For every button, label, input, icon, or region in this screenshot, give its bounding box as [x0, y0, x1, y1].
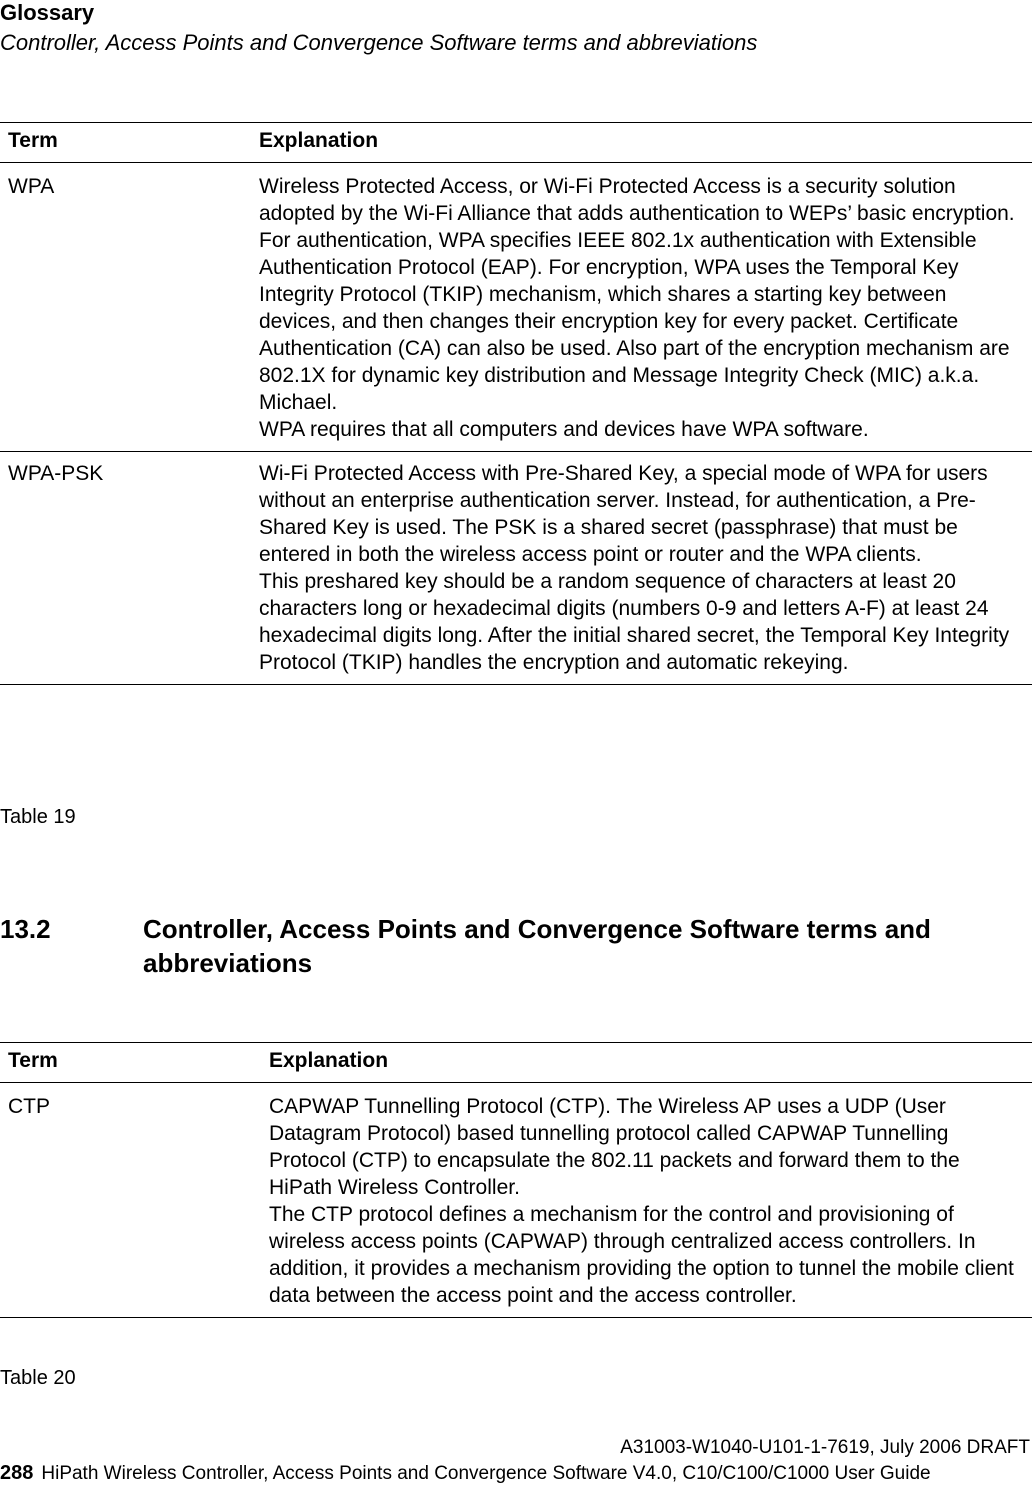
footer-guide-title: HiPath Wireless Controller, Access Points and Convergence Software V4.0, C10/C100/C1000 User Guide: [41, 1463, 931, 1484]
explanation-paragraph: Wireless Protected Access, or Wi-Fi Protected Access is a security solution adopted by the Wi-Fi Alliance that adds authentication to WEPs’ basic encryption. For authentication, WPA specifies IEEE 802.1x authentication with Extensible Authentication Protocol (EAP). For encryption, WPA uses the Temporal Key Integrity Protocol (TKIP) mechanism, which shares a starting key between devices, and then changes their encryption key for every packet. Certificate Authentication (CA) can also be used. Also part of the encryption mechanism are 802.1X for dynamic key distribution and Message Integrity Check (MIC) a.k.a. Michael.: [259, 175, 1015, 414]
page-header-title: Glossary: [0, 0, 95, 25]
table-header-row: [0, 122, 1032, 163]
table-header-row: [0, 1042, 1032, 1083]
column-header-explanation: Explanation: [259, 129, 379, 152]
glossary-table-20: [0, 1042, 1032, 1318]
table-row: [0, 1083, 1032, 1318]
explanation-paragraph: This preshared key should be a random sequence of characters at least 20 characters long or hexadecimal digits (numbers 0-9 and letters A-F) at least 24 hexadecimal digits long. After the initial shared secret, the Temporal Key Integrity Protocol (TKIP) handles the encryption and automatic rekeying.: [259, 570, 1010, 674]
explanation-paragraph: WPA requires that all computers and devices have WPA software.: [259, 418, 869, 441]
footer-guide-line: [0, 1461, 1032, 1486]
explanation-cell: [269, 1093, 1032, 1309]
table-row: [0, 452, 1032, 685]
column-header-term: Term: [8, 1049, 58, 1072]
glossary-table-19: [0, 122, 1032, 685]
table-row: [0, 163, 1032, 452]
explanation-paragraph: The CTP protocol defines a mechanism for the control and provisioning of wireless access points (CAPWAP) through centralized access controllers. In addition, it provides a mechanism providing the option to tunnel the mobile client data between the access point and the access controller.: [269, 1203, 1014, 1307]
page-number: 288: [0, 1462, 34, 1484]
term-cell: WPA-PSK: [8, 462, 104, 485]
term-cell: CTP: [8, 1095, 50, 1118]
page-header-subtitle: Controller, Access Points and Convergence Software terms and abbreviations: [0, 30, 758, 55]
explanation-cell: [259, 173, 1032, 443]
explanation-paragraph: CAPWAP Tunnelling Protocol (CTP). The Wireless AP uses a UDP (User Datagram Protocol) based tunnelling protocol called CAPWAP Tunnelling Protocol (CTP) to encapsulate the 802.11 packets and forward them to the HiPath Wireless Controller.: [269, 1095, 960, 1199]
term-cell: WPA: [8, 175, 55, 198]
section-title: Controller, Access Points and Convergence Software terms and abbreviations: [143, 914, 931, 978]
table-caption: Table 20: [0, 1367, 76, 1389]
table-caption: Table 19: [0, 806, 76, 828]
explanation-paragraph: Wi-Fi Protected Access with Pre-Shared Key, a special mode of WPA for users without an enterprise authentication server. Instead, for authentication, a Pre-Shared Key is used. The PSK is a shared secret (passphrase) that must be entered in both the wireless access point or router and the WPA clients.: [259, 462, 988, 566]
column-header-term: Term: [8, 129, 58, 152]
footer-document-id: A31003-W1040-U101-1-7619, July 2006 DRAFT: [620, 1437, 1030, 1458]
column-header-explanation: Explanation: [269, 1049, 389, 1072]
section-number: 13.2: [0, 914, 51, 944]
explanation-cell: [259, 460, 1032, 676]
